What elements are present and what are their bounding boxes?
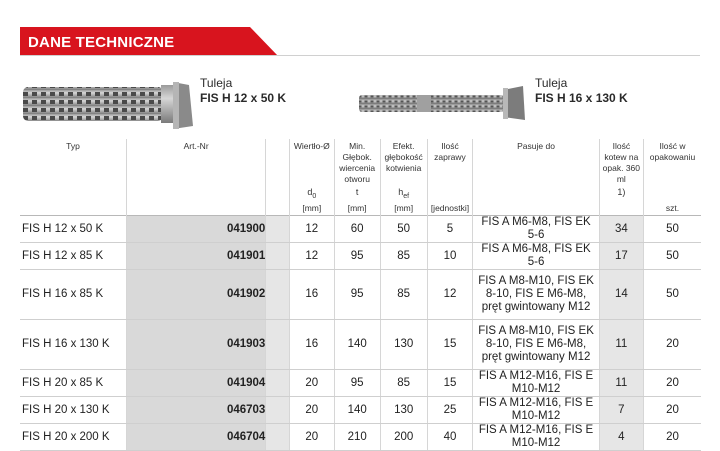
- cell-fits: FIS A M12-M16, FIS E M10-M12: [473, 424, 599, 451]
- product-label-2: [535, 76, 628, 106]
- cell-depth: 60: [334, 216, 380, 243]
- cell-art-nr: 046704: [126, 424, 265, 451]
- product-label-1: [200, 76, 286, 106]
- cell-mortar: 12: [427, 270, 473, 320]
- cell-depth: 95: [334, 243, 380, 270]
- cell-typ: FIS H 16 x 85 K: [20, 270, 126, 320]
- table-row: [20, 243, 701, 270]
- cell-blank: [266, 424, 290, 451]
- cell-blank: [266, 270, 290, 320]
- col-pack-header: Ilość w opakowaniu: [649, 141, 696, 162]
- cell-blank: [266, 397, 290, 424]
- cell-fits: FIS A M12-M16, FIS E M10-M12: [473, 370, 599, 397]
- table-row: [20, 370, 701, 397]
- table-row: [20, 320, 701, 370]
- cell-typ: FIS H 20 x 130 K: [20, 397, 126, 424]
- cell-drill: 12: [290, 243, 335, 270]
- cell-pack: 50: [643, 216, 701, 243]
- unit-pack: szt.: [665, 202, 680, 213]
- cell-blank: [266, 320, 290, 370]
- cell-fits: FIS A M6-M8, FIS EK 5-6: [473, 216, 599, 243]
- col-drill-header: Wiertło-Ø: [290, 139, 335, 185]
- cell-count: 11: [599, 320, 643, 370]
- unit-depth: [mm]: [334, 200, 380, 216]
- cell-depth: 95: [334, 270, 380, 320]
- table-unit-row: [20, 200, 701, 216]
- symbol-count: 1): [599, 185, 643, 200]
- col-count-header: Ilość kotew na opak. 360 ml: [599, 139, 643, 185]
- product-label-2-type: Tuleja: [535, 76, 568, 90]
- col-blank-header: [266, 139, 290, 185]
- unit-drill: [mm]: [290, 200, 335, 216]
- cell-art-nr: 041902: [126, 270, 265, 320]
- col-art-header: Art.-Nr: [126, 139, 265, 185]
- cell-anchor: 85: [380, 270, 427, 320]
- unit-anchor: [mm]: [380, 200, 427, 216]
- cell-typ: FIS H 12 x 85 K: [20, 243, 126, 270]
- header-divider: [20, 55, 700, 56]
- cell-mortar: 15: [427, 320, 473, 370]
- cell-count: 4: [599, 424, 643, 451]
- cell-drill: 20: [290, 370, 335, 397]
- cell-art-nr: 046703: [126, 397, 265, 424]
- product-label-1-name: FIS H 12 x 50 K: [200, 91, 287, 105]
- cell-mortar: 10: [427, 243, 473, 270]
- product-label-1-type: Tuleja: [200, 76, 233, 90]
- cell-drill: 20: [290, 424, 335, 451]
- banner-title: DANE TECHNICZNE: [28, 34, 175, 51]
- table-symbol-row: [20, 185, 701, 200]
- cell-art-nr: 041903: [126, 320, 265, 370]
- cell-mortar: 25: [427, 397, 473, 424]
- cell-anchor: 50: [380, 216, 427, 243]
- cell-typ: FIS H 20 x 200 K: [20, 424, 126, 451]
- cell-count: 17: [599, 243, 643, 270]
- cell-drill: 16: [290, 270, 335, 320]
- cell-blank: [266, 216, 290, 243]
- unit-mortar: [jednostki]: [427, 200, 473, 216]
- cell-depth: 140: [334, 397, 380, 424]
- cell-anchor: 85: [380, 370, 427, 397]
- cell-mortar: 15: [427, 370, 473, 397]
- cell-blank: [266, 370, 290, 397]
- cell-anchor: 200: [380, 424, 427, 451]
- cell-typ: FIS H 16 x 130 K: [20, 320, 126, 370]
- cell-art-nr: 041901: [126, 243, 265, 270]
- symbol-anchor: $h_{ef}$: [380, 185, 427, 200]
- cell-pack: 20: [643, 397, 701, 424]
- cell-count: 14: [599, 270, 643, 320]
- symbol-drill: $d_0$: [290, 185, 335, 200]
- cell-count: 34: [599, 216, 643, 243]
- col-fits-header: Pasuje do: [473, 139, 599, 185]
- symbol-depth: t: [334, 185, 380, 200]
- sleeve-12x50-image: [21, 82, 196, 135]
- spec-table: [20, 139, 701, 451]
- col-mortar-header: Ilość zaprawy: [427, 139, 473, 185]
- table-row: [20, 424, 701, 451]
- cell-drill: 16: [290, 320, 335, 370]
- cell-drill: 20: [290, 397, 335, 424]
- cell-fits: FIS A M6-M8, FIS EK 5-6: [473, 243, 599, 270]
- cell-depth: 95: [334, 370, 380, 397]
- section-banner: [20, 27, 280, 56]
- table-row: [20, 397, 701, 424]
- cell-depth: 140: [334, 320, 380, 370]
- cell-fits: FIS A M8-M10, FIS EK 8-10, FIS E M6-M8, pręt gwintowany M12: [473, 270, 599, 320]
- table-row: [20, 216, 701, 243]
- cell-art-nr: 041900: [126, 216, 265, 243]
- cell-mortar: 40: [427, 424, 473, 451]
- cell-typ: FIS H 20 x 85 K: [20, 370, 126, 397]
- sleeve-16x130-image: [357, 84, 527, 129]
- cell-anchor: 130: [380, 320, 427, 370]
- cell-count: 11: [599, 370, 643, 397]
- cell-pack: 20: [643, 320, 701, 370]
- cell-pack: 50: [643, 270, 701, 320]
- cell-typ: FIS H 12 x 50 K: [20, 216, 126, 243]
- cell-blank: [266, 243, 290, 270]
- cell-art-nr: 041904: [126, 370, 265, 397]
- col-anchor-header: Efekt. głębokość kotwienia: [380, 139, 427, 185]
- product-label-2-name: FIS H 16 x 130 K: [535, 91, 628, 105]
- col-typ-header: Typ: [20, 139, 126, 185]
- table-header-row: [20, 139, 701, 185]
- cell-drill: 12: [290, 216, 335, 243]
- table-row: [20, 270, 701, 320]
- cell-depth: 210: [334, 424, 380, 451]
- cell-count: 7: [599, 397, 643, 424]
- cell-fits: FIS A M12-M16, FIS E M10-M12: [473, 397, 599, 424]
- col-depth-header: Min. Głębok. wiercenia otworu: [334, 139, 380, 185]
- cell-fits: FIS A M8-M10, FIS EK 8-10, FIS E M6-M8, pręt gwintowany M12: [473, 320, 599, 370]
- cell-mortar: 5: [427, 216, 473, 243]
- cell-pack: 20: [643, 370, 701, 397]
- cell-pack: 50: [643, 243, 701, 270]
- cell-anchor: 130: [380, 397, 427, 424]
- cell-pack: 20: [643, 424, 701, 451]
- cell-anchor: 85: [380, 243, 427, 270]
